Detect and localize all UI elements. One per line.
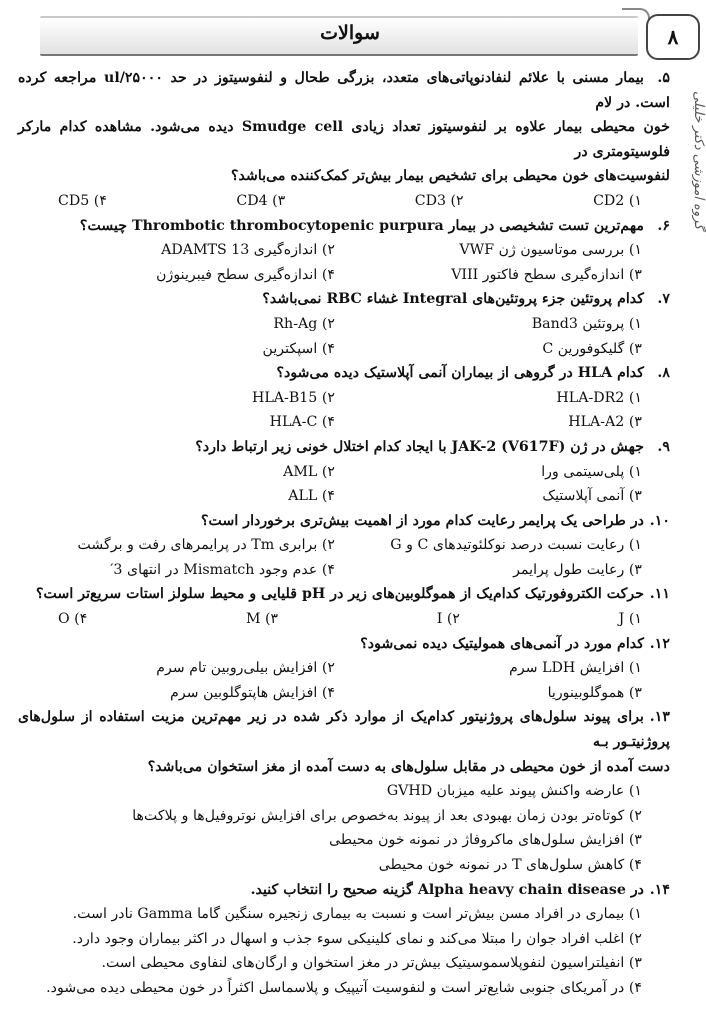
question-stem-line: در Alpha heavy chain disease گزینه صحیح را انتخاب کنید. xyxy=(250,881,644,898)
option-2[interactable]: ۲) AML xyxy=(283,463,335,480)
question-number: ۷. xyxy=(657,291,670,308)
option-2[interactable]: ۲) اندازه‌گیری ADAMTS 13 xyxy=(161,242,335,259)
watermark-text: گروه آموزشی دکتر خلیلی xyxy=(691,91,706,230)
option-1[interactable]: ۱) بیماری در افراد مسن بیش‌تر است و نسبت به بیماری زنجیره سنگین گاما Gamma نادر است. xyxy=(72,906,642,923)
options-grid xyxy=(18,386,670,435)
options-list xyxy=(18,779,670,877)
option-4[interactable]: ۴) ALL xyxy=(288,488,335,505)
question-stem-line: جهش در ژن (V617F) JAK-2 با ایجاد کدام اختلال خونی زیر ارتباط دارد؟ xyxy=(195,438,644,455)
option-1[interactable]: ۱) پروتئین Band3 xyxy=(531,315,642,332)
option-3[interactable]: ۳) آنمی آپلاستیک xyxy=(542,488,642,505)
question-stem-line: برای پیوند سلول‌های پروژنیتور کدام‌یک از موارد ذکر شده در زیر مهم‌ترین مزیت استفاده از سلول‌های پروژنیتـور بـه xyxy=(18,709,670,751)
option-1[interactable]: ۱) بررسی موتاسیون ژن VWF xyxy=(459,242,642,259)
option-2[interactable]: ۲) I xyxy=(436,611,461,628)
question-14 xyxy=(18,878,670,1001)
option-2[interactable]: ۲) برابری Tm در پرایمرهای رفت و برگشت xyxy=(77,537,335,554)
option-3[interactable]: ۳) اندازه‌گیری سطح فاکتور VIII xyxy=(451,266,642,283)
option-2[interactable]: ۲) Rh-Ag xyxy=(273,315,335,332)
question-number: ۱۴. xyxy=(649,881,670,898)
option-1[interactable]: ۱) HLA-DR2 xyxy=(556,389,642,406)
question-7 xyxy=(18,287,670,361)
option-3[interactable]: ۳) افزایش سلول‌های ماکروفاژ در نمونه خون محیطی xyxy=(329,832,642,849)
option-4[interactable]: ۴) اسپکترین xyxy=(262,340,335,357)
question-11 xyxy=(18,582,670,631)
question-5 xyxy=(18,66,670,214)
options-row xyxy=(18,607,670,632)
question-stem-line: کدام HLA در گروهی از بیماران آنمی آپلاستیک دیده می‌شود؟ xyxy=(276,365,644,382)
question-13 xyxy=(18,705,670,877)
option-4[interactable]: ۴) در آمریکای جنوبی شایع‌تر است و لنفوسیت آتیپیک و پلاسماسل اکثراً در خون محیطی دیده می‌شود. xyxy=(46,979,642,996)
option-2[interactable]: ۲) CD3 xyxy=(414,192,464,209)
question-number: ۱۲. xyxy=(649,635,670,652)
option-1[interactable]: ۱) عارضه واکنش پیوند علیه میزبان GVHD xyxy=(386,783,642,800)
question-6 xyxy=(18,214,670,288)
option-1[interactable]: ۱) CD2 xyxy=(593,192,642,209)
questions-list xyxy=(18,66,670,1001)
options-grid xyxy=(18,533,670,582)
question-number: ۹. xyxy=(657,438,670,455)
question-number: ۱۱. xyxy=(649,586,670,603)
option-4[interactable]: ۴) اندازه‌گیری سطح فیبرینوژن xyxy=(156,266,335,283)
question-number: ۱۳. xyxy=(649,709,670,726)
page-number: ۸ xyxy=(667,25,679,49)
option-3[interactable]: ۳) M xyxy=(245,611,279,628)
question-stem-line: کدام مورد در آنمی‌های همولیتیک دیده نمی‌شود؟ xyxy=(360,635,644,652)
option-4[interactable]: ۴) کاهش سلول‌های T در نمونه خون محیطی xyxy=(378,857,642,873)
option-3[interactable]: ۳) انفیلتراسیون لنفوپلاسموسیتیک بیش‌تر در مغز استخوان و ارگان‌های لنفاوی محیطی است. xyxy=(101,955,642,972)
option-3[interactable]: ۳) هموگلوبینوریا xyxy=(547,684,642,701)
question-stem-line: دست آمده از خون محیطی در مقابل سلول‌های به دست آمده از مغز استخوان می‌باشد؟ xyxy=(147,758,670,775)
option-1[interactable]: ۱) پلی‌سیتمی ورا xyxy=(541,463,642,480)
option-4[interactable]: ۴) افزایش هاپتوگلوبین سرم xyxy=(170,684,335,701)
question-stem-line: مهم‌ترین تست تشخیصی در بیمار Thrombotic thrombocytopenic purpura چیست؟ xyxy=(79,217,644,234)
option-3[interactable]: ۳) HLA-A2 xyxy=(568,414,642,431)
option-4[interactable]: ۴) عدم وجود Mismatch در انتهای 3′ xyxy=(110,561,335,578)
options-list xyxy=(18,902,670,1000)
question-12 xyxy=(18,632,670,706)
option-3[interactable]: ۳) گلیکوفورین C xyxy=(542,340,642,357)
option-4[interactable]: ۴) HLA-C xyxy=(269,414,335,431)
option-1[interactable]: ۱) رعایت نسبت درصد نوکلئوتیدهای C و G xyxy=(390,537,642,554)
option-2[interactable]: ۲) HLA-B15 xyxy=(252,389,335,406)
question-stem-line: لنفوسیت‌های خون محیطی برای تشخیص بیمار بیش‌تر کمک‌کننده می‌باشد؟ xyxy=(230,168,670,185)
question-stem-line: کدام پروتئین جزء پروتئین‌های Integral غشاء RBC نمی‌باشد؟ xyxy=(262,291,644,308)
option-3[interactable]: ۳) CD4 xyxy=(236,192,286,209)
option-3[interactable]: ۳) رعایت طول پرایمر xyxy=(513,561,642,578)
options-grid xyxy=(18,238,670,287)
options-grid xyxy=(18,656,670,705)
option-1[interactable]: ۱) J xyxy=(618,611,642,628)
question-10 xyxy=(18,509,670,583)
question-number: ۸. xyxy=(657,365,670,382)
option-2[interactable]: ۲) اغلب افراد جوان را مبتلا می‌کند و نمای کلینیکی سوء جذب و اسهال در اکثر بیماران وجود دارد. xyxy=(72,930,642,947)
question-stem-line: بیمار مسنی با علائم لنفادنوپاتی‌های متعدد، بزرگی طحال و لنفوسیتوز در حد ۲۵۰۰۰/ul مراجعه کرده است. در لام xyxy=(18,70,670,111)
option-2[interactable]: ۲) کوتاه‌تر بودن زمان بهبودی بعد از پیوند به‌خصوص برای افزایش نوتروفیل‌ها و پلاکت‌ها xyxy=(132,807,642,824)
question-number: ۱۰. xyxy=(649,512,670,529)
option-1[interactable]: ۱) افزایش LDH سرم xyxy=(509,660,642,677)
options-grid xyxy=(18,460,670,509)
question-number: ۶. xyxy=(657,217,670,234)
options-grid xyxy=(18,312,670,361)
page-number-box xyxy=(646,14,700,60)
question-number: ۵. xyxy=(657,70,670,86)
options-row xyxy=(18,189,670,214)
option-4[interactable]: ۴) O xyxy=(58,611,88,628)
question-stem-line: در طراحی یک پرایمر رعایت کدام مورد از اهمیت بیش‌تری برخوردار است؟ xyxy=(200,512,644,529)
question-9 xyxy=(18,435,670,509)
page-title: سوالات xyxy=(320,22,380,44)
option-2[interactable]: ۲) افزایش بیلی‌روبین تام سرم xyxy=(156,660,335,677)
question-8 xyxy=(18,361,670,435)
option-4[interactable]: ۴) CD5 xyxy=(58,192,107,209)
question-stem-line: حرکت الکتروفورتیک کدام‌یک از هموگلوبین‌های زیر در pH قلیایی و محیط سلولز استات سریع‌تر است؟ xyxy=(36,586,644,603)
question-stem-line: خون محیطی بیمار علاوه بر لنفوسیتوز تعداد زیادی Smudge cell دیده می‌شود. مشاهده کدام مارکر فلوسیتومتری در xyxy=(18,119,670,160)
